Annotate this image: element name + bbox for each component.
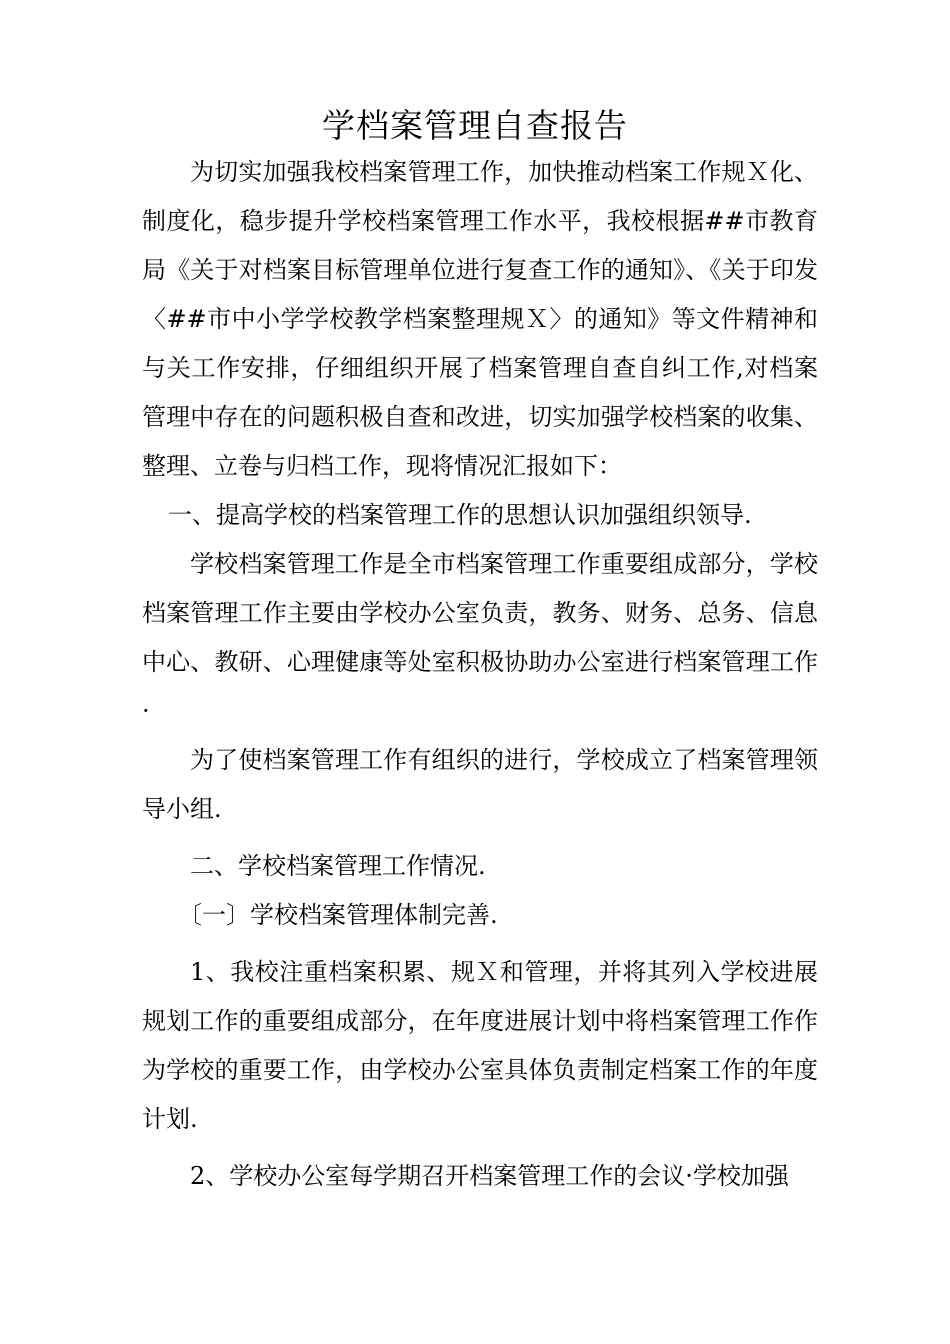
numbered-paragraph: 2、学校办公室每学期召开档案管理工作的会议·学校加强 [190,1162,789,1190]
document-body [142,148,818,1201]
section-heading-1: 一、提高学校的档案管理工作的思想认识加强组织领导. [168,501,752,529]
subsection-heading-1: 〔一〕学校档案管理体制完善. [178,901,498,929]
body-paragraph: 学校档案管理工作是全市档案管理工作重要组成部分，学校档案管理工作主要由学校办公室负责，教务、财务、总务、信息中心、教研、心理健康等处室积极协助办公室进行档案管理工作· [142,550,818,725]
intro-paragraph: 为切实加强我校档案管理工作，加快推动档案工作规Ｘ化、制度化，稳步提升学校档案管理工作水平，我校根据##市教育局《关于对档案目标管理单位进行复查工作的通知》、《关于印发〈##市中小学学校教学档案整理规Ｘ〉的通知》等文件精神和与关工作安排，仔细组织开展了档案管理自查自纠工作,对档案管理中存在的问题积极自查和改进，切实加强学校档案的收集、整理、立卷与归档工作，现将情况汇报如下： [142,158,818,480]
body-paragraph: 为了使档案管理工作有组织的进行，学校成立了档案管理领导小组. [142,746,818,823]
numbered-paragraph: 1、我校注重档案积累、规Ｘ和管理，并将其列入学校进展规划工作的重要组成部分，在年度进展计划中将档案管理工作作为学校的重要工作，由学校办公室具体负责制定档案工作的年度计划. [142,958,818,1133]
document-title: 学档案管理自查报告 [322,106,628,145]
section-heading-2: 二、学校档案管理工作情况. [190,852,486,880]
